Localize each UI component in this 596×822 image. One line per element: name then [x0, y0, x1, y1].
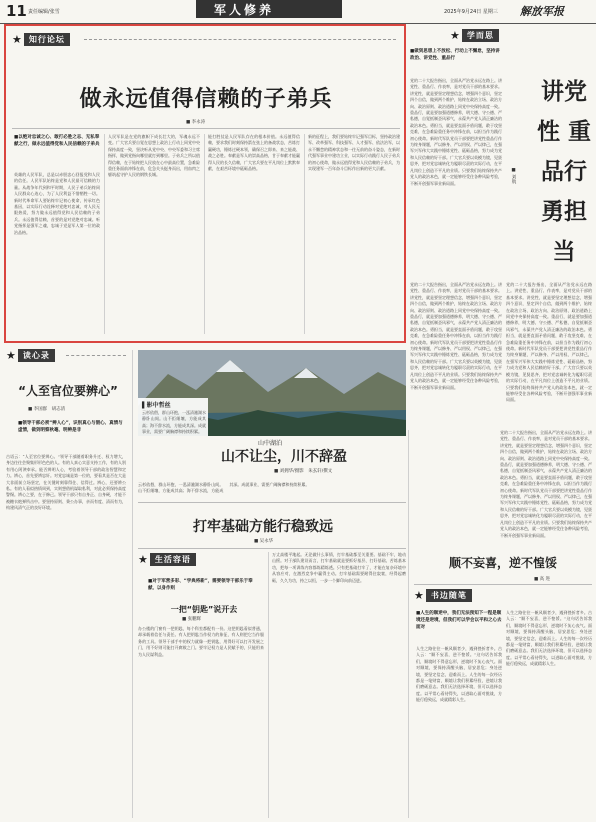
photo-feature: [138, 350, 406, 480]
page-number: 11: [6, 2, 27, 20]
feature-deck: ■以绝对忠诚之心、敢打必胜之志、无私奉献之行，做永远值得党和人民信赖的子弟兵: [14, 135, 100, 147]
star-icon: ★: [138, 552, 149, 566]
brief-title: 顺不妄喜，逆不惶馁: [448, 556, 557, 570]
study-body-3: 党的二十大报告指出，全面从严治党永远在路上。讲党性、重品行、作表率，是对党员干部的基本要求。讲党性，就是要坚定理想信念，增强四个意识，坚定四个自信，做到两个维护，始终在政治立场、政治方向、政治原则、政治道路上同党中央保持高度一致。重品行，就是要加强道德修养，明大德、守公德、严私德，自觉抵制歪风邪气，永葆共产党人清正廉洁的政治本色。勇担当，就是要直面矛盾问题，敢于攻坚克难，在急难险重任务中冲锋在前，以担当作为践行初心使命。新时代军队党员干部要把讲党性重品行作为终身课题，严以修身、严以用权、严以律己，在强军兴军伟大实践中锤炼党性、砥砺品格，努力成为党和人民信赖的好干部。广大官兵要以英模为镜，见贤思齐，把对党忠诚转化为履职尽责的实际行动，在平凡岗位上创造不平凡的业绩。只要我们始终保持共产党人的政治本色，就一定能够经受住各种风险考验，不断开创强军事业新局面。: [410, 282, 502, 390]
section-tag: ★ 知行论坛: [12, 32, 70, 46]
section-tag: ▌影中哲丝: [142, 402, 171, 409]
study-body-2: 党的二十大报告指出，全面从严治党永远在路上。讲党性、重品行、作表率，是对党员干部的基本要求。讲党性，就是要坚定理想信念，增强四个意识，坚定四个自信，做到两个维护，始终在政治立场、政治方向、政治原则、政治道路上同党中央保持高度一致。重品行，就是要加强道德修养，明大德、守公德、严私德，自觉抵制歪风邪气，永葆共产党人清正廉洁的政治本色。勇担当，就是要直面矛盾问题，敢于攻坚克难，在急难险重任务中冲锋在前，以担当作为践行初心使命。新时代军队党员干部要把讲党性重品行作为终身课题，严以修身、严以用权、严以律己，在强军兴军伟大实践中锤炼党性、砥砺品格，努力成为党和人民信赖的好干部。广大官兵要以英模为镜，见贤思齐，把对党忠诚转化为履职尽责的实际行动，在平凡岗位上创造不平凡的业绩。只要我们始终保持共产党人的政治本色，就一定能够经受住各种风险考验，不断开创强军事业新局面。: [506, 282, 592, 403]
feature-col4: 新的征程上，我们要始终牢记强军目标，坚持政治建军、改革强军、科技强军、人才强军、依法治军，以永不懈怠的精神状态和一往无前的奋斗姿态，在新时代强军事业中建功立业，以实际行动践行人民子弟兵的初心使命，做永远值得党和人民信赖的子弟兵，为实现建军一百年奋斗目标作出新的更大贡献。: [308, 134, 400, 172]
foundation-title: 打牢基础方能行稳致远: [193, 519, 333, 535]
feature-col3: 能打胜仗是人民军队存在的根本价值。永远值得信赖，要求我们时刻保持箭在弦上的备战状态，苦练打赢硬功，锤炼过硬本领，确保召之即来、来之能战、战之必胜。奉献是军人的崇高品格，甘于奉献才能赢得人民的长久信赖，广大官兵要在平凡岗位上默默奉献，在艰苦环境中砥砺品格。: [208, 134, 300, 172]
study-deck: ■做到思想上不放松、行动上不懈怠，坚持讲政治、讲党性、重品行: [410, 49, 500, 61]
books-body: 人生之路往往一帆风顺者少，遇到挫折者多。古人云：“顺不妄喜，逆不惶馁。”这句话告诉我们，顺境时不得意忘形，逆境时不灰心丧气。面对顺境，要保持清醒头脑，居安思危；身处逆境，要坚定信念，迎难而上。人生的每一次经历都是一笔财富，顺境让我们积累经验，逆境让我们磨砺意志。我们无法选择环境，但可以选择态度。以平常心看待得失，以进取心面对挑战，方能行稳致远，成就精彩人生。: [416, 646, 502, 703]
books-body-2: 人生之路往往一帆风顺者少，遇到挫折者多。古人云：“顺不妄喜，逆不惶馁。”这句话告诉我们，顺境时不得意忘形，逆境时不灰心丧气。面对顺境，要保持清醒头脑，居安思危；身处逆境，要坚定信念，迎难而上。人生的每一次经历都是一笔财富，顺境让我们积累经验，逆境让我们磨砺意志。我们无法选择环境，但可以选择态度。以平常心看待得失，以进取心面对挑战，方能行稳致远，成就精彩人生。: [506, 610, 592, 667]
reader-byline: ■ 李国群 胡志清: [28, 407, 66, 412]
feature-headline: 做永远值得信赖的子弟兵: [79, 87, 333, 112]
reader-body: 古语云：“人至官位要辨心。”领导干部随着职务升迁、权力增大，身边往往会聚集形形色色的人。有的人真心实意支持工作，有的人别有用心阿谀奉承。能否辨明人心，考验着领导干部的政治智慧和定力。辨心，首先要辨忠奸。对党忠诚是第一位的，要看其是否在大是大非面前立场坚定，在关键时刻靠得住、信得过。辨心，还要辨公私。有的人看似热情周到，实则想借机谋取私利，对此必须保持高度警惕。辨心之要，在于修己。领导干部只有自身正、自身硬，才能不被糖衣炮弹所击中。要坚持原则、秉公办事，亲而有度、清而有为，构建风清气正的良好环境。: [6, 454, 126, 511]
star-icon: ★: [450, 28, 461, 42]
paper-logo: 解放军报: [520, 5, 564, 18]
foundation-body: 万丈高楼平地起。无论做什么事情，打牢基础都至关重要。基础不牢，地动山摇。对于部队建设而言，打牢基础就是要抓好基层、打好基础、苦练基本功，把每一项训练内容都练精练透。只有把基础打牢了，才能在复杂环境中从容应对，在激烈竞争中赢得主动。打牢基础需要耐得住寂寞，经得起磨砺，久久为功，持之以恒，一步一个脚印向前迈进。: [272, 552, 406, 583]
masthead: [0, 0, 596, 24]
life-column: [138, 552, 266, 818]
life-byline: ■ 张鹏辉: [182, 617, 202, 622]
life-title: 一把“钥匙”说开去: [170, 605, 238, 614]
star-icon: ★: [6, 348, 17, 362]
photo-tag-icon: ▌: [142, 402, 147, 409]
brief-article: [414, 552, 592, 592]
star-icon: ★: [414, 588, 425, 602]
feature-byline: ■ 李永涛: [186, 120, 206, 125]
study-tail: 党的二十大报告指出，全面从严治党永远在路上。讲党性、重品行、作表率，是对党员干部的基本要求。讲党性，就是要坚定理想信念，增强四个意识，坚定四个自信，做到两个维护，始终在政治立场、政治方向、政治原则、政治道路上同党中央保持高度一致。重品行，就是要加强道德修养，明大德、守公德、严私德，自觉抵制歪风邪气，永葆共产党人清正廉洁的政治本色。勇担当，就是要直面矛盾问题，敢于攻坚克难，在急难险重任务中冲锋在前，以担当作为践行初心使命。新时代军队党员干部要把讲党性重品行作为终身课题，严以修身、严以用权、严以律己，在强军兴军伟大实践中锤炼党性、砥砺品格，努力成为党和人民信赖的好干部。广大官兵要以英模为镜，见贤思齐，把对党忠诚转化为履职尽责的实际行动，在平凡岗位上创造不平凡的业绩。只要我们始终保持共产党人的政治本色，就一定能够经受住各种风险考验，不断开创强军事业新局面。: [500, 430, 592, 538]
section-tag: ★ 书边随笔: [414, 588, 472, 602]
editor-credit: 责任编辑/张雪: [28, 9, 60, 15]
section-tag: ★ 读心录: [6, 348, 55, 362]
section-tag: ★ 生活容语: [138, 552, 196, 566]
feature-col1: 英雄的人民军队，总是以赤胆忠心回报党和人民的信任。人民军队始终是党和人民最可信赖的力量。从战争年代到和平时期，人民子弟兵始终同人民群众心连心，为了人民利益不惜牺牲一切。新时代革命军人要始终牢记初心使命，传承红色基因，以实际行动诠释对党绝对忠诚，对人民无限热爱，努力做永远值得党和人民信赖的子弟兵。永远值得信赖，首要的是对党绝对忠诚。听党指挥是强军之魂，忠诚于党是军人第一位的政治品格。: [14, 172, 100, 235]
study-byline: ■ 刘航: [511, 168, 516, 184]
photo-title: 山不让尘，川不辞盈: [221, 449, 347, 465]
foundation-byline: ■ 吴永华: [254, 539, 274, 544]
section-title: 军人修养: [214, 3, 275, 17]
issue-date: 2025年9月24日 星期三: [444, 9, 498, 15]
feature-article: [4, 24, 406, 343]
reader-column: [4, 348, 130, 818]
study-title: 讲党性 重品行 勇担当: [536, 79, 591, 265]
feature-col2: 人民军队是在党的旗帜下成长壮大的，军魂永远不变。广大官兵要自觉在思想上政治上行动上同党中央保持高度一致，坚决听从党中央、中央军委和习主席指挥，做到党指向哪里就打到哪里。子弟兵之所以值得信赖，在于始终把人民放在心中最高位置，急难险重任务面前冲锋在前，危急关头挺身而出，用血肉之躯筑起守护人民的钢铁长城。: [108, 134, 200, 178]
life-deck: ■对于军营多彩、“学典将新”，需要领导干部乐于奉献、以身作则: [148, 579, 253, 591]
life-body: 办公楼的门窗有一把钥匙，每个科室都配有一份。这把钥匙看似普通，却承载着信任与责任。有人把钥匙当作权力的象征，有人则把它当作服务的工具。领导干部手中的权力就像一把钥匙，用得好可以打开发展之门，用不好则可能打开腐败之门。要牢记权力是人民赋予的，只能用来为人民谋利益。: [138, 626, 264, 657]
photo-place: 山中湖泊: [258, 440, 283, 447]
books-column: [414, 588, 592, 818]
section-tag: ★ 学而思: [450, 28, 499, 42]
brief-byline: ■ 高 进: [534, 577, 551, 582]
photo-byline: ■ 刘拥华/摄影 朱玄轩/撰文: [274, 469, 333, 474]
photo-text: 云杉依偎，群山环抱，一泓清澈湖水静卧山间。山不拒细壤，方能成其高；海不辞水流，方能成其深。成就事业，需要广阔胸襟和持续积累。: [138, 482, 310, 494]
star-icon: ★: [12, 32, 23, 46]
reader-title: “人至官位要辨心”: [18, 384, 118, 398]
books-deck: ■人生的顺逆中，我们无法预知下一程是顺境还是逆境，但我们可以学会以平和之心去面对: [416, 611, 502, 630]
photo-caption: 云杉依偎，群山环抱，一泓清澈湖水静卧山间。山不拒细壤，方能成其高；海不辞水流，方能成其深。成就事业，需要广阔胸襟和持续积累。: [142, 410, 206, 435]
reader-deck: ■领导干部必须“辨人心”，识别真心与假心、真情与虚情，做到明察秋毫、明辨是非: [18, 421, 123, 433]
study-body: 党的二十大报告指出，全面从严治党永远在路上。讲党性、重品行、作表率，是对党员干部的基本要求。讲党性，就是要坚定理想信念，增强四个意识，坚定四个自信，做到两个维护，始终在政治立场、政治方向、政治原则、政治道路上同党中央保持高度一致。重品行，就是要加强道德修养，明大德、守公德、严私德，自觉抵制歪风邪气，永葆共产党人清正廉洁的政治本色。勇担当，就是要直面矛盾问题，敢于攻坚克难，在急难险重任务中冲锋在前，以担当作为践行初心使命。新时代军队党员干部要把讲党性重品行作为终身课题，严以修身、严以用权、严以律己，在强军兴军伟大实践中锤炼党性、砥砺品格，努力成为党和人民信赖的好干部。广大官兵要以英模为镜，见贤思齐，把对党忠诚转化为履职尽责的实际行动，在平凡岗位上创造不平凡的业绩。只要我们始终保持共产党人的政治本色，就一定能够经受住各种风险考验，不断开创强军事业新局面。: [410, 78, 502, 186]
